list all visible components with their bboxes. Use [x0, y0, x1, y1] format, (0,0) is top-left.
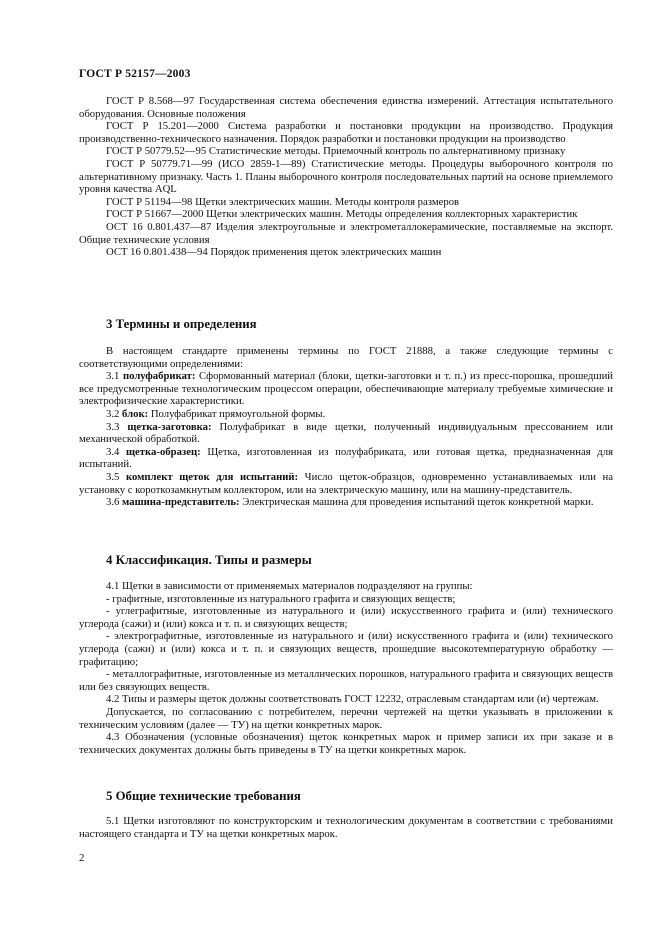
section-3-body [79, 345, 613, 509]
group-item: - металлографитные, изготовленные из металлических порошков, натурального графита и связующих веществ или без связующих веществ. [79, 668, 613, 693]
term-def: Сформованный материал (блоки, щетки-заготовки и т. п.) из пресс-порошка, прошедший все предусмотренные технологическим процессом операции, обеспечивающие материалу требуемые химические и электрофизические характеристики. [79, 370, 614, 408]
term-name: полуфабрикат: [122, 370, 196, 383]
term-definition [79, 471, 613, 496]
term-number: 3.6 [106, 496, 120, 509]
term-def: Электрическая машина для проведения испытаний щеток конкретной марки. [239, 496, 594, 509]
section-5-p1: 5.1 Щетки изготовляют по конструкторским и технологическим документам в соответствии с требованиями настоящего стандарта и ТУ на щетки конкретных марок. [79, 815, 613, 840]
reference-item: ГОСТ Р 51194—98 Щетки электрических машин. Методы контроля размеров [106, 195, 460, 208]
section-4-p2: 4.2 Типы и размеры щеток должны соответствовать ГОСТ 12232, отраслевым стандартам или (и) чертежам. [106, 693, 599, 706]
section-4-body [79, 580, 613, 756]
term-name: щетка-заготовка: [127, 420, 212, 433]
term-definition [79, 496, 613, 509]
term-name: щетка-образец: [126, 445, 201, 458]
term-name: машина-представитель: [122, 496, 240, 509]
term-number: 3.5 [106, 470, 120, 483]
section-4-p1: 4.1 Щетки в зависимости от применяемых материалов подразделяют на группы: [106, 580, 473, 592]
term-number: 3.4 [106, 445, 120, 458]
term-definition [79, 446, 613, 471]
section-3-intro: В настоящем стандарте применены термины по ГОСТ 21888, а также следующие термины с соответствующими определениями: [79, 345, 613, 370]
reference-item: ГОСТ Р 51667—2000 Щетки электрических машин. Методы определения коллекторных характеристик [106, 208, 578, 221]
reference-item: ОСТ 16 0.801.438—94 Порядок применения щеток электрических машин [106, 246, 442, 259]
term-number: 3.2 [106, 407, 120, 420]
section-5-heading: 5 Общие технические требования [106, 789, 301, 803]
term-definition [79, 421, 613, 446]
reference-item: ГОСТ Р 15.201—2000 Система разработки и постановки продукции на производство. Продукция производственно-технического назначения. Порядок разработки и постановки продукции на производство [79, 120, 613, 145]
reference-item: ГОСТ Р 50779.52—95 Статистические методы. Приемочный контроль по альтернативному признаку [106, 145, 566, 158]
term-name: блок: [122, 407, 149, 420]
document-header: ГОСТ Р 52157—2003 [79, 68, 191, 80]
section-4 [79, 553, 613, 568]
term-def: Число щеток-образцов, одновременно устанавливаемых или на установку с короткозамкнутым коллектором, или на электрическую машину, или на машину-представитель. [79, 470, 614, 496]
term-definition [79, 408, 613, 421]
section-3-heading: 3 Термины и определения [106, 317, 257, 331]
term-definition [79, 370, 613, 408]
reference-item: ОСТ 16 0.801.437—87 Изделия электроугольные и электрометаллокерамические, поставляемые на экспорт. Общие технические условия [79, 220, 613, 246]
group-item: - электрографитные, изготовленные из натурального и (или) искусственного графита и (или) технического углерода (сажи) и (или) кокса и т. п. и связующих веществ, прошедшие высокотемпературную обработку — графитацию; [79, 630, 613, 668]
reference-item: ГОСТ Р 50779.71—99 (ИСО 2859-1—89) Статистические методы. Процедуры выборочного контроля по альтернативному признаку. Часть 1. Планы выборочного контроля последовательных партий на основе приемлемого уровня качества AQL [79, 157, 613, 196]
term-number: 3.1 [106, 370, 120, 383]
group-item: - графитные, изготовленные из натурального графита и связующих веществ; [106, 592, 456, 605]
references-list [79, 95, 613, 259]
section-5 [79, 789, 613, 804]
term-def: Полуфабрикат в виде щетки, полученный индивидуальным прессованием или механической обработкой. [79, 420, 613, 446]
term-def: Щетка, изготовленная из полуфабриката, или готовая щетка, предназначенная для испытаний. [79, 445, 613, 471]
section-3 [79, 317, 613, 332]
section-4-p3: Допускается, по согласованию с потребителем, перечни чертежей на щетки указывать в приложении к техническим условиям (далее — ТУ) на щетки конкретных марок. [79, 705, 613, 731]
term-def: Полуфабрикат прямоугольной формы. [148, 407, 326, 420]
term-name: комплект щеток для испытаний: [125, 470, 299, 483]
page-number: 2 [79, 852, 85, 864]
section-5-body [79, 815, 613, 840]
section-4-p4: 4.3 Обозначения (условные обозначения) щеток конкретных марок и пример записи их при заказе и в технических документах должны быть приведены в ТУ на щетки конкретных марок. [79, 731, 613, 756]
group-item: - углеграфитные, изготовленные из натурального и (или) искусственного графита и (или) технического углерода (сажи) и (или) кокса и т. п. и связующих веществ; [79, 605, 613, 630]
term-number: 3.3 [106, 420, 120, 433]
section-4-heading: 4 Классификация. Типы и размеры [106, 553, 312, 567]
reference-item: ГОСТ Р 8.568—97 Государственная система обеспечения единства измерений. Аттестация испытательного оборудования. Основные положения [79, 95, 613, 120]
